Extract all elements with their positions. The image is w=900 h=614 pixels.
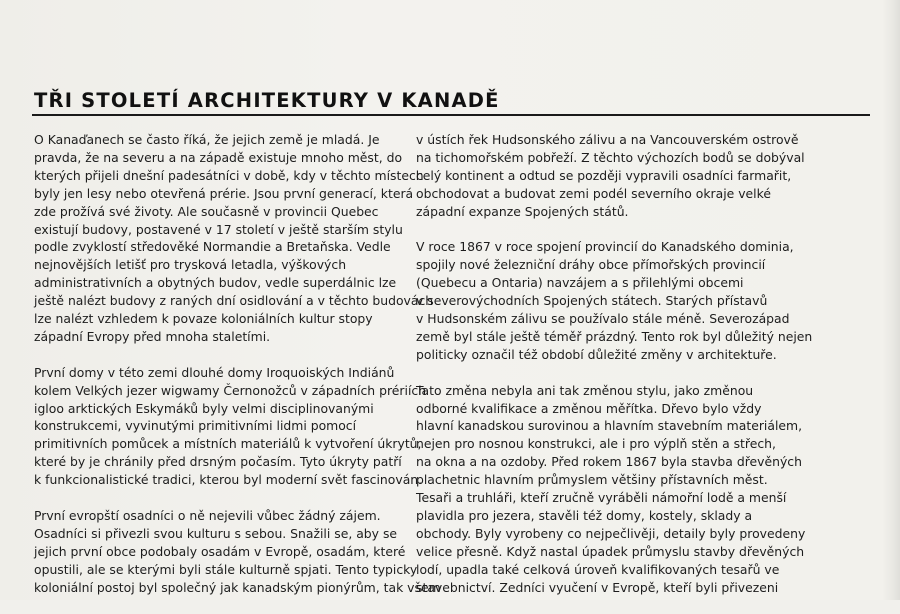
text-line: kolem Velkých jezer wigwamy Černonožců v západních prériích	[34, 382, 427, 398]
text-line: plavidla pro jezera, stavěli též domy, kostely, sklady a	[416, 508, 753, 523]
text-line: (Quebecu a Ontaria) navzájem a s přilehlými obcemi	[416, 275, 744, 291]
text-line: ještě nalézt budovy z raných dní osidlování a v těchto budovách	[34, 293, 434, 309]
text-line: na tichomořském pobřeží. Z těchto výchozích bodů se dobýval	[416, 149, 805, 165]
page-edge-shadow	[882, 0, 900, 600]
text-line: k funkcionalistické tradici, kterou byl moderní svět fascinován.	[34, 472, 423, 488]
paragraph	[416, 238, 813, 363]
text-line: pravda, že na severu a na západě existuje mnoho měst, do	[34, 149, 403, 165]
text-line: primitivních pomůcek a místních materiálů k vytvoření úkrytů,	[34, 436, 422, 452]
text-line: v severovýchodních Spojených státech. Starých přístavů	[416, 293, 768, 309]
text-line: celý kontinent a odtud se později vypravili osadníci farmařit,	[416, 167, 792, 183]
title-underline	[32, 114, 870, 116]
paragraph	[34, 507, 441, 597]
text-line: v Hudsonském zálivu se používalo stále méně. Severozápad	[416, 311, 790, 327]
text-line: Tato změna nebyla ani tak změnou stylu, jako změnou	[416, 382, 754, 398]
text-line: lze nalézt vzhledem k povaze koloniálních kultur stopy	[34, 311, 373, 327]
text-line: nejnovějších letišť pro trysková letadla, výškových	[34, 257, 347, 273]
paragraph	[34, 131, 434, 346]
text-line: západní expanze Spojených států.	[416, 203, 629, 219]
text-line: nejen pro nosnou konstrukci, ale i pro výplň stěn a střech,	[416, 436, 776, 452]
text-line: konstrukcemi, vyvinutými primitivními lidmi pomocí	[34, 418, 357, 434]
text-line: obchody. Byly vyrobeny co nejpečlivěji, detaily byly provedeny	[416, 525, 806, 541]
right-column	[416, 131, 813, 614]
text-line: V roce 1867 v roce spojení provincií do Kanadského dominia,	[416, 239, 794, 255]
text-line: země byl stále ještě téměř prázdný. Tento rok byl důležitý nejen	[416, 328, 813, 344]
text-line: západní Evropy před mnoha staletími.	[34, 328, 271, 344]
text-line: obchodovat a budovat zemi podél severního okraje velké	[416, 185, 771, 201]
text-line: velice přesně. Když nastal úpadek průmyslu stavby dřevěných	[416, 543, 805, 559]
left-column	[34, 131, 441, 614]
text-line: podle zvyklostí středověké Normandie a Bretaňska. Vedle	[34, 239, 391, 255]
text-line: Tesaři a truhláři, kteří zručně vyráběli námořní lodě a menší	[416, 490, 787, 506]
text-line: odborné kvalifikace a změnou měřítka. Dřevo bylo vždy	[416, 400, 762, 416]
text-line: byly jen lesy nebo otevřená prérie. Jsou první generací, která	[34, 185, 414, 201]
text-line: spojily nové železniční dráhy obce přímořských provincií	[416, 257, 766, 273]
text-line: O Kanaďanech se často říká, že jejich země je mladá. Je	[34, 132, 380, 147]
paragraph	[416, 131, 805, 221]
text-line: plachetnic hlavním průmyslem většiny přístavních měst.	[416, 472, 768, 488]
text-line: v ústích řek Hudsonského zálivu a na Vancouverském ostrově	[416, 132, 799, 147]
text-line: Osadníci si přivezli svou kulturu s sebou. Snažili se, aby se	[34, 525, 398, 541]
text-line: administrativních a obytných budov, vedle superdálnic lze	[34, 275, 397, 291]
text-line: koloniální postoj byl společný jak kanadským pionýrům, tak všem	[34, 579, 441, 595]
text-line: První domy v této zemi dlouhé domy Iroquoiských Indiánů	[34, 364, 395, 380]
text-line: na okna a na ozdoby. Před rokem 1867 byla stavba dřevěných	[416, 454, 802, 470]
text-line: opustili, ale se kterými byli stále kulturně spjati. Tento typicky	[34, 561, 418, 577]
text-line: igloo arktických Eskymáků byly velmi disciplinovanými	[34, 400, 374, 416]
text-line: hlavní kanadskou surovinou a hlavním stavebním materiálem,	[416, 418, 803, 434]
text-line: lodí, upadla také celková úroveň kvalifikovaných tesařů ve	[416, 561, 780, 577]
text-line: existují budovy, postavené v 17 století v ještě starším stylu	[34, 221, 403, 237]
paragraph	[416, 382, 806, 597]
text-line: které by je chránily před drsným počasím. Tyto úkryty patří	[34, 454, 402, 470]
text-line: jejich první obce podobaly osadám v Evropě, osadám, které	[34, 543, 406, 559]
paragraph	[34, 364, 427, 489]
text-line: politicky označil též období důležité změny v architektuře.	[416, 346, 777, 362]
text-line: První evropští osadníci o ně nejevili vůbec žádný zájem.	[34, 508, 381, 523]
text-line: zde prožívá své životy. Ale současně v provincii Quebec	[34, 203, 379, 219]
text-line: kterých přijeli dnešní padesátníci v době, kdy v těchto místech	[34, 167, 424, 183]
page-title: TŘI STOLETÍ ARCHITEKTURY V KANADĚ	[34, 89, 500, 112]
text-line: stavebnictví. Zedníci vyučení v Evropě, kteří byli přivezeni	[416, 579, 779, 595]
